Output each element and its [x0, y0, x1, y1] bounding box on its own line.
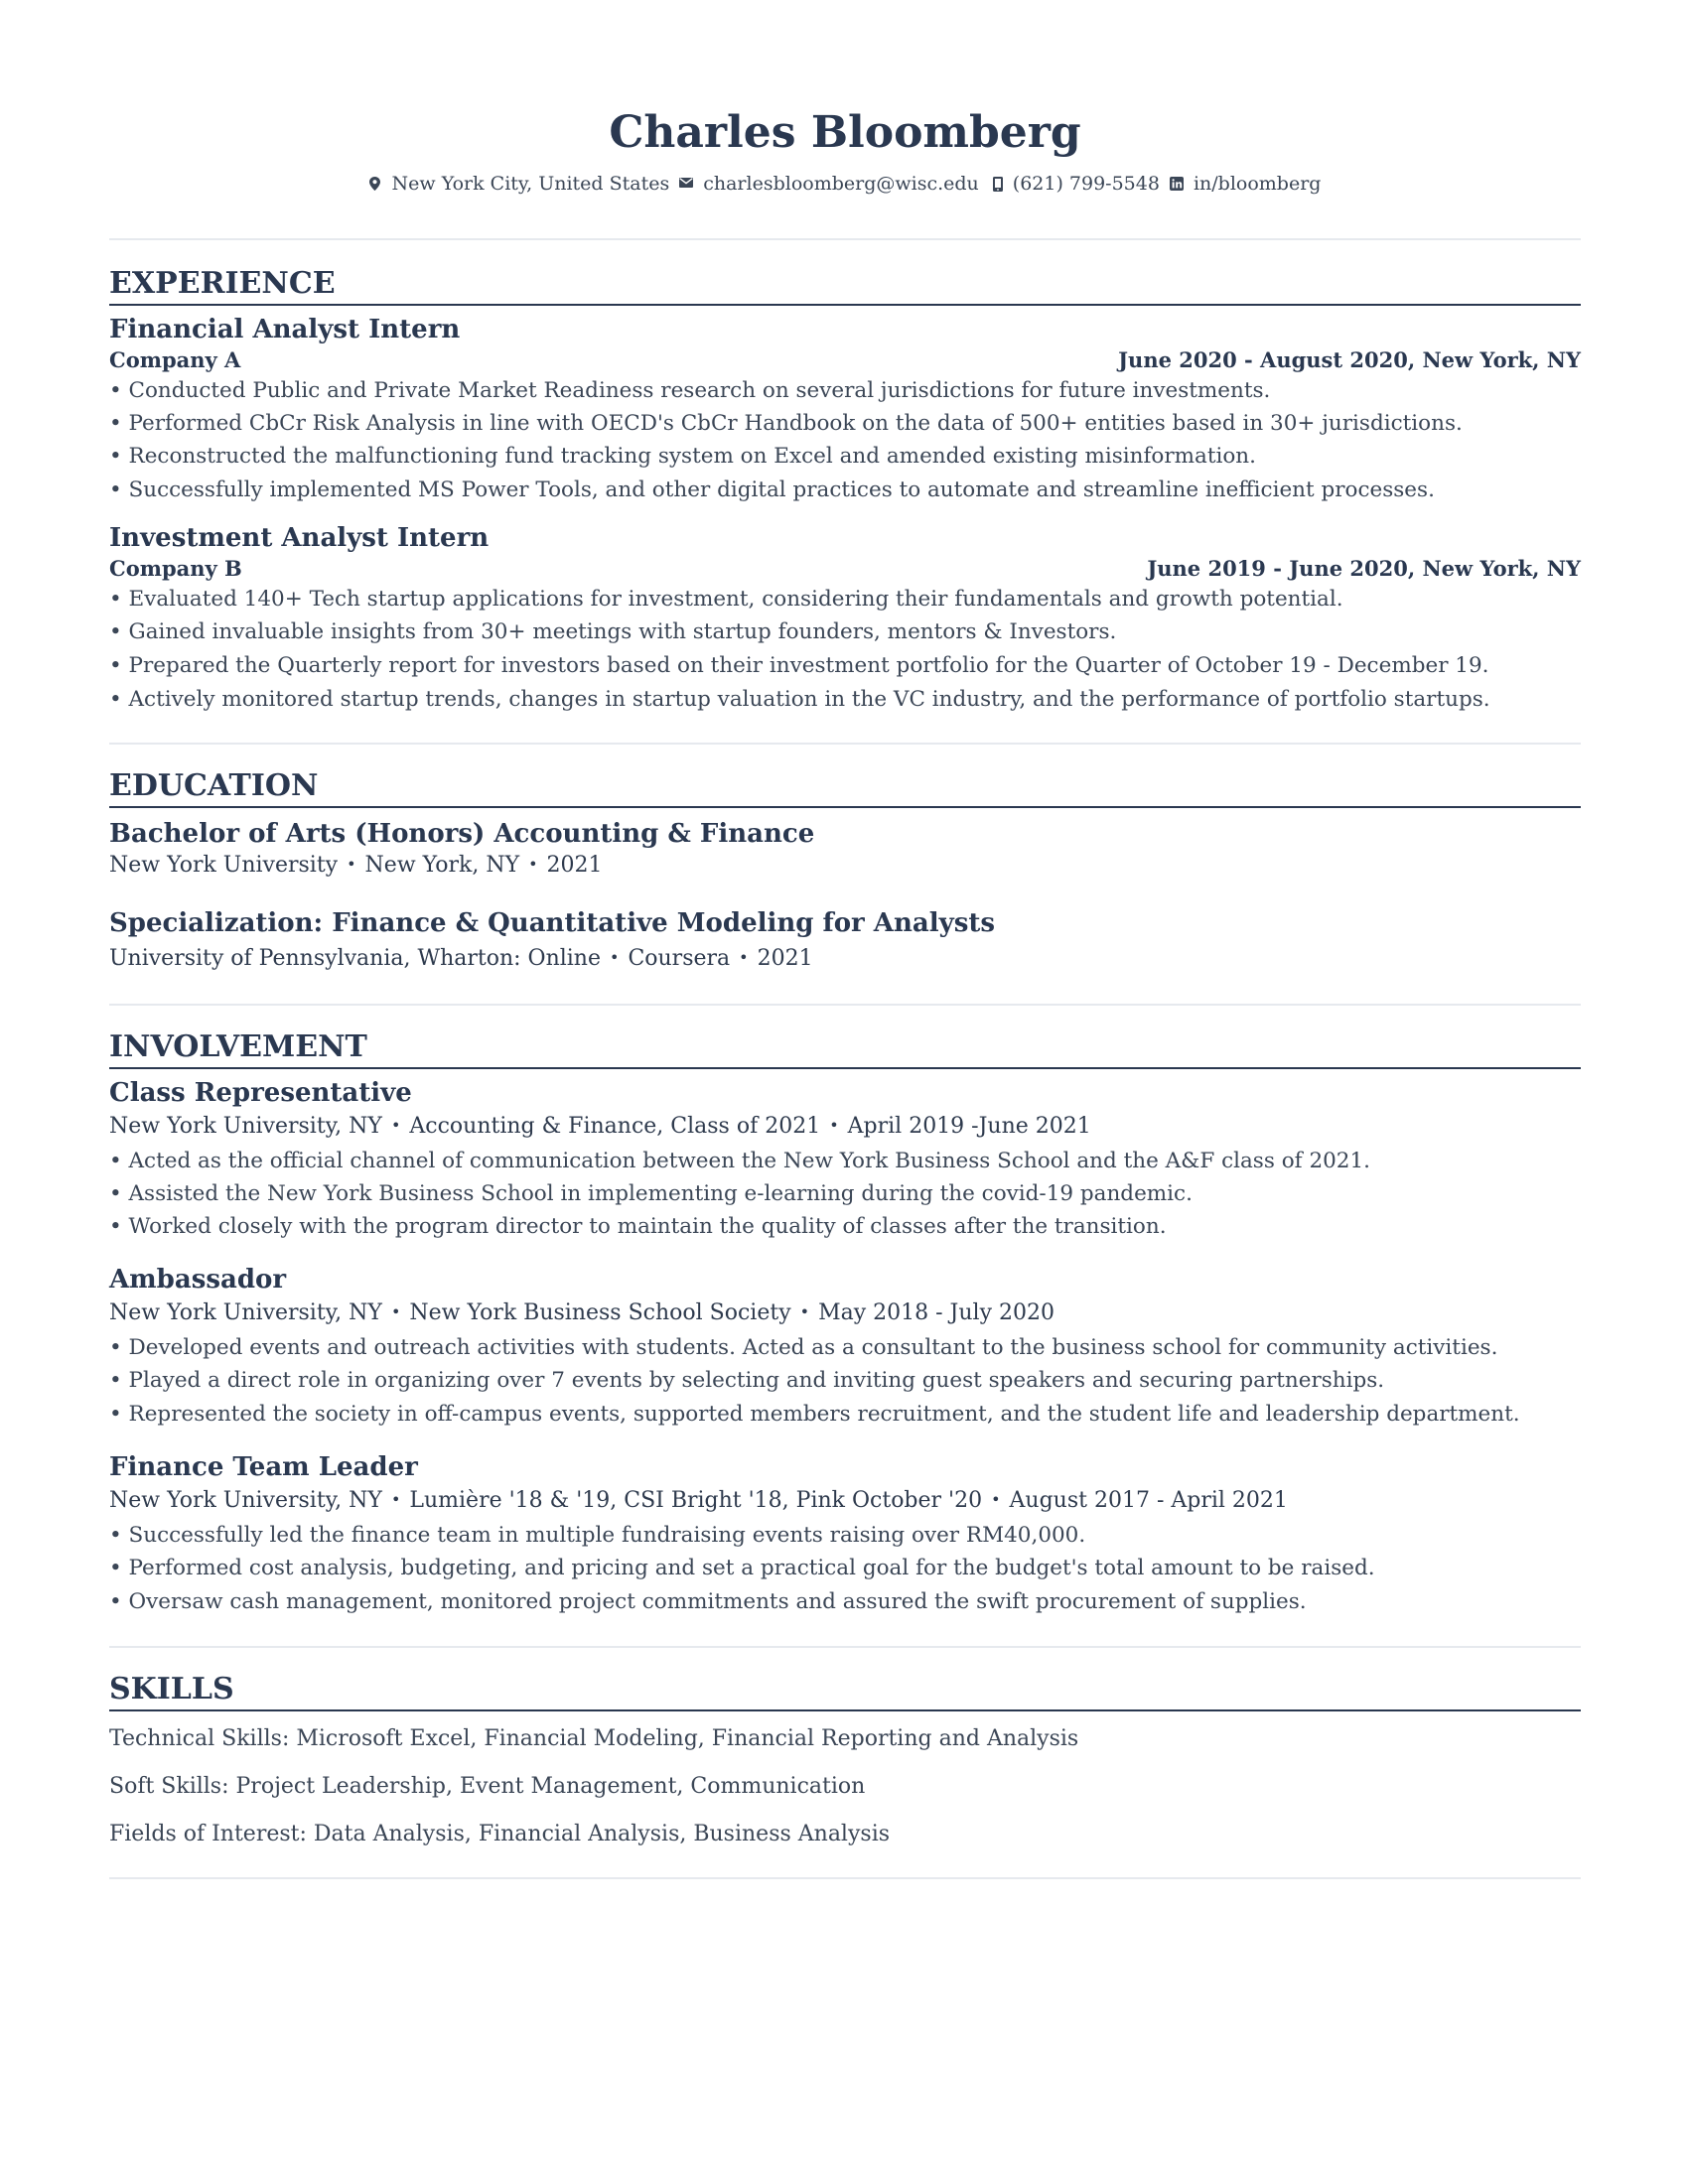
involvement-entry [109, 1264, 1581, 1432]
linkedin[interactable] [1170, 171, 1322, 197]
bullet-item: • Worked closely with the program director to maintain the quality of classes after the transition. [109, 1214, 1167, 1239]
involvement-org: New York University, NY [109, 1114, 382, 1139]
company-name: Company A [109, 347, 241, 372]
linkedin-text[interactable]: in/bloomberg [1193, 173, 1322, 195]
involvement-detail: Lumière '18 & '19, CSI Bright '18, Pink October '20 [409, 1488, 983, 1513]
candidate-name: Charles Bloomberg [609, 107, 1081, 158]
separator-dot: • [390, 1490, 401, 1509]
bullet-item: • Performed cost analysis, budgeting, and pricing and set a practical goal for the budget's total amount to be raised. [109, 1556, 1375, 1580]
involvement-org: New York University, NY [109, 1488, 382, 1513]
bullet-item: • Prepared the Quarterly report for investors based on their investment portfolio for the Quarter of October 19 - December 19. [109, 653, 1489, 678]
involvement-entry [109, 1451, 1581, 1619]
company-name: Company B [109, 556, 242, 581]
separator-dot: • [390, 1302, 401, 1321]
involvement-dates: August 2017 - April 2021 [1009, 1488, 1288, 1513]
map-pin-icon [369, 177, 382, 191]
job-subline [109, 345, 1581, 375]
mobile-phone-icon [993, 177, 1003, 191]
divider [109, 743, 1581, 745]
section-title-experience: EXPERIENCE [109, 266, 1581, 306]
separator-dot: • [390, 1116, 401, 1135]
bullet-item: • Played a direct role in organizing over 7 events by selecting and inviting guest speakers and securing partnerships. [109, 1368, 1385, 1393]
job-dates-location: June 2019 - June 2020, New York, NY [1147, 556, 1581, 581]
divider [109, 1877, 1581, 1879]
involvement-role: Finance Team Leader [109, 1452, 418, 1482]
experience-section [109, 266, 1581, 717]
institution: New York University [109, 853, 339, 878]
bullet-list [109, 375, 1581, 508]
experience-entry [109, 314, 1581, 508]
job-subline [109, 554, 1581, 584]
bullet-item: • Developed events and outreach activities with students. Acted as a consultant to the business school for community activities. [109, 1335, 1498, 1360]
bullet-item: • Acted as the official channel of communication between the New York Business School and the A&F class of 2021. [109, 1149, 1370, 1173]
bullet-item: • Gained invaluable insights from 30+ meetings with startup founders, mentors & Investors. [109, 619, 1117, 644]
bullet-list [109, 584, 1581, 717]
bullet-item: • Actively monitored startup trends, changes in startup valuation in the VC industry, and the performance of portfolio startups. [109, 687, 1490, 712]
involvement-meta [109, 1296, 1581, 1332]
bullet-item: • Assisted the New York Business School in implementing e-learning during the covid-19 pandemic. [109, 1181, 1193, 1206]
skill-line: Soft Skills: Project Leadership, Event Management, Communication [109, 1774, 866, 1799]
education-location: New York, NY [364, 853, 520, 878]
bullet-list [109, 1332, 1581, 1432]
education-year: 2021 [757, 946, 813, 971]
divider [109, 1646, 1581, 1648]
involvement-detail: Accounting & Finance, Class of 2021 [409, 1114, 821, 1139]
skill-line: Technical Skills: Microsoft Excel, Financial Modeling, Financial Reporting and Analysis [109, 1726, 1079, 1751]
skills-section [109, 1672, 1581, 1858]
involvement-meta [109, 1109, 1581, 1146]
bullet-item: • Conducted Public and Private Market Readiness research on several jurisdictions for future investments. [109, 378, 1271, 403]
involvement-dates: May 2018 - July 2020 [818, 1300, 1055, 1325]
skills-list [109, 1715, 1581, 1858]
linkedin-icon [1170, 177, 1184, 191]
separator-dot: • [991, 1490, 1001, 1509]
resume-content [109, 101, 1581, 1879]
separator-dot: • [739, 948, 749, 967]
experience-entry [109, 522, 1581, 717]
phone-text[interactable]: (621) 799-5548 [1012, 173, 1160, 195]
involvement-org: New York University, NY [109, 1300, 382, 1325]
email[interactable] [679, 171, 979, 197]
bullet-item: • Performed CbCr Risk Analysis in line with OECD's CbCr Handbook on the data of 500+ entities based in 30+ jurisdictions. [109, 411, 1463, 436]
location-text: New York City, United States [391, 173, 670, 195]
education-meta [109, 850, 1581, 883]
divider [109, 238, 1581, 240]
bullet-item: • Evaluated 140+ Tech startup applications for investment, considering their fundamentals and growth potential. [109, 587, 1343, 612]
involvement-role: Ambassador [109, 1265, 287, 1295]
degree-title: Specialization: Finance & Quantitative Modeling for Analysts [109, 908, 995, 938]
involvement-entry [109, 1077, 1581, 1243]
contact-line [109, 171, 1581, 197]
separator-dot: • [829, 1116, 839, 1135]
section-title-education: EDUCATION [109, 768, 1581, 808]
section-title-involvement: INVOLVEMENT [109, 1029, 1581, 1069]
divider [109, 1004, 1581, 1006]
separator-dot: • [610, 948, 620, 967]
education-year: 2021 [546, 853, 603, 878]
education-meta [109, 943, 1581, 976]
bullet-item: • Reconstructed the malfunctioning fund tracking system on Excel and amended existing misinformation. [109, 444, 1256, 469]
education-entry [109, 907, 1581, 976]
education-entry [109, 818, 1581, 883]
email-text[interactable]: charlesbloomberg@wisc.edu [703, 173, 979, 195]
job-dates-location: June 2020 - August 2020, New York, NY [1118, 347, 1581, 372]
section-title-skills: SKILLS [109, 1672, 1581, 1711]
involvement-detail: New York Business School Society [409, 1300, 791, 1325]
involvement-meta [109, 1483, 1581, 1520]
education-section [109, 768, 1581, 976]
bullet-item: • Represented the society in off-campus events, supported members recruitment, and the student life and leadership department. [109, 1402, 1520, 1427]
job-title: Financial Analyst Intern [109, 315, 461, 344]
involvement-section [109, 1029, 1581, 1619]
education-location: Coursera [628, 946, 731, 971]
bullet-list [109, 1146, 1581, 1243]
degree-title: Bachelor of Arts (Honors) Accounting & Finance [109, 819, 815, 849]
skill-line: Fields of Interest: Data Analysis, Financial Analysis, Business Analysis [109, 1822, 891, 1846]
bullet-item: • Oversaw cash management, monitored project commitments and assured the swift procurement of supplies. [109, 1589, 1307, 1614]
bullet-item: • Successfully led the finance team in multiple fundraising events raising over RM40,000. [109, 1523, 1086, 1548]
separator-dot: • [528, 855, 538, 874]
bullet-item: • Successfully implemented MS Power Tools, and other digital practices to automate and streamline inefficient processes. [109, 478, 1435, 502]
location [369, 171, 670, 197]
job-title: Investment Analyst Intern [109, 523, 490, 553]
separator-dot: • [347, 855, 356, 874]
involvement-role: Class Representative [109, 1078, 412, 1108]
bullet-list [109, 1520, 1581, 1619]
institution: University of Pennsylvania, Wharton: Online [109, 946, 601, 971]
envelope-icon [679, 177, 693, 191]
separator-dot: • [799, 1302, 810, 1321]
phone[interactable] [989, 171, 1160, 197]
involvement-dates: April 2019 -June 2021 [847, 1114, 1091, 1139]
